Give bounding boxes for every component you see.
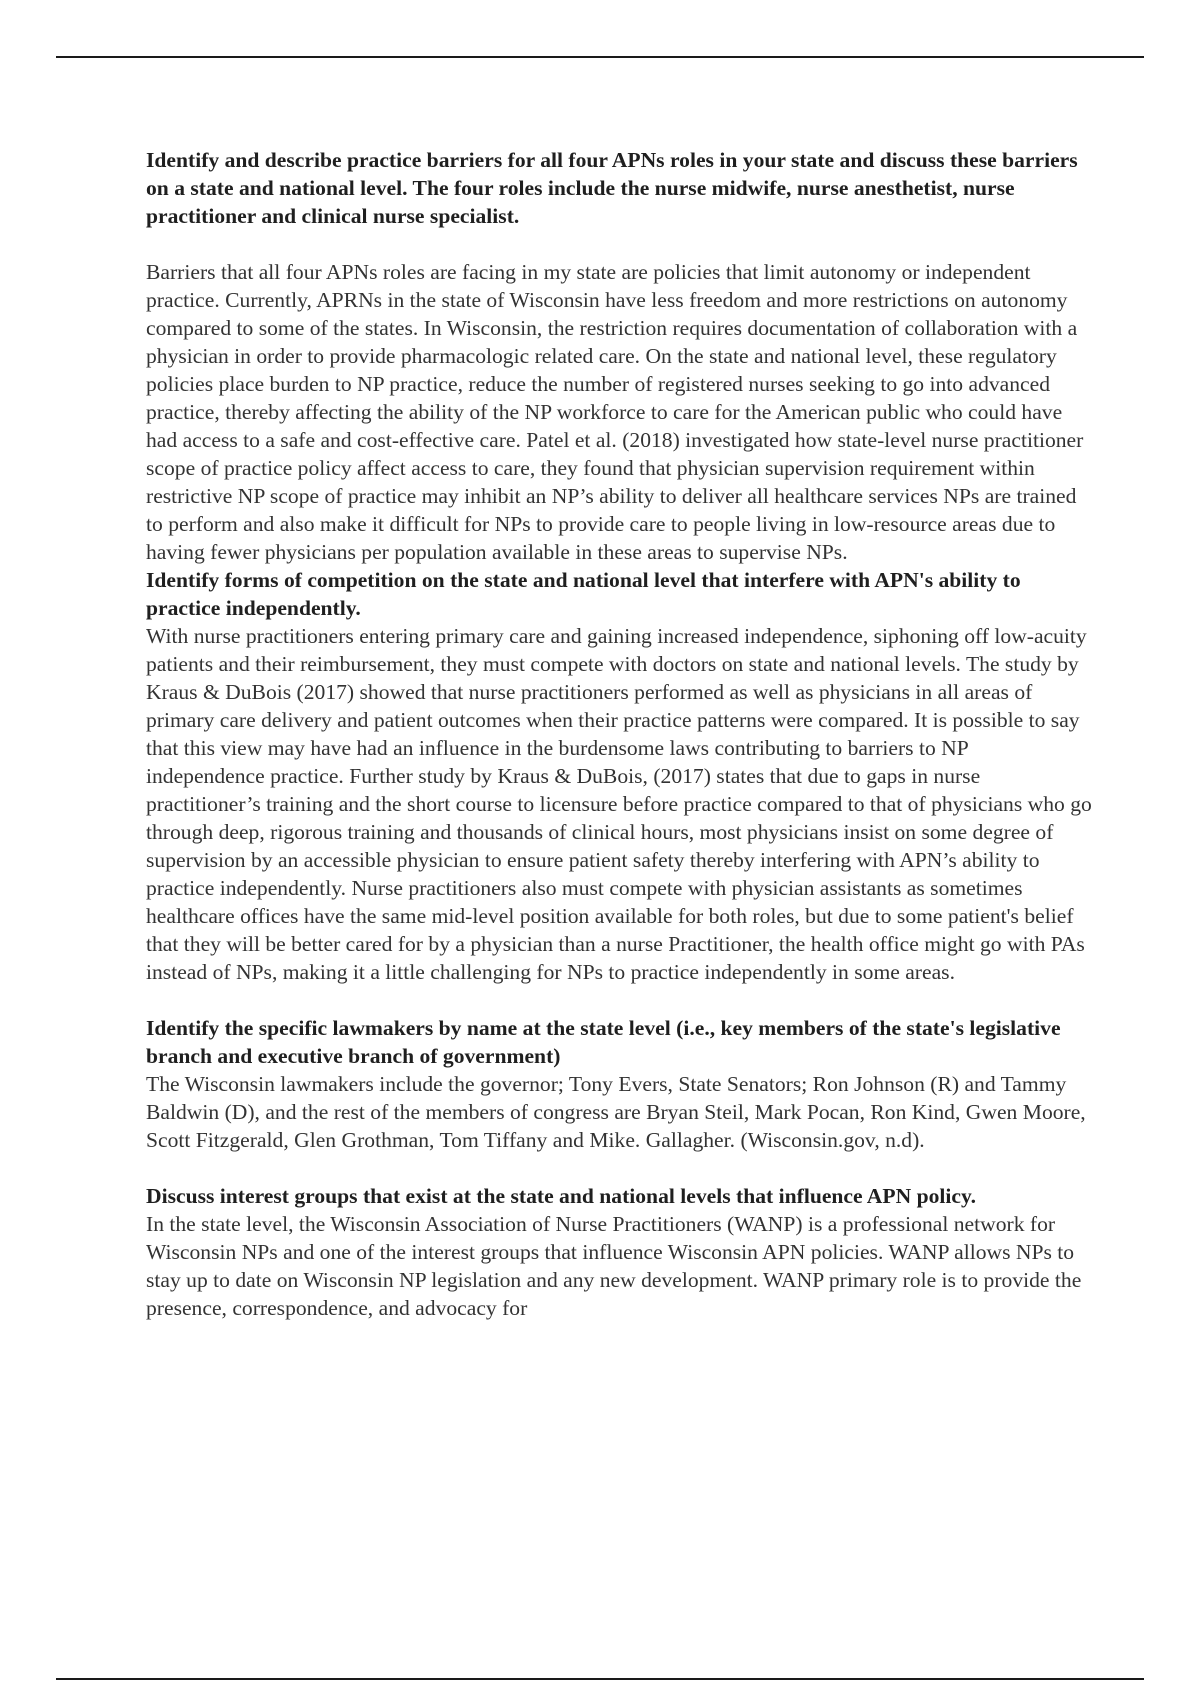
- section-3-heading: Identify the specific lawmakers by name at the state level (i.e., key members of the state's legislative branch and executive branch of government): [146, 1016, 1061, 1068]
- section-2-body: With nurse practitioners entering primary care and gaining increased independence, siphoning off low-acuity patients and their reimbursement, they must compete with doctors on state and national levels. The study by Kraus & DuBois (2017) showed that nurse practitioners performed as well as physicians in all areas of primary care delivery and patient outcomes when their practice patterns were compared. It is possible to say that this view may have had an influence in the burdensome laws contributing to barriers to NP independence practice. Further study by Kraus & DuBois, (2017) states that due to gaps in nurse practitioner’s training and the short course to licensure before practice compared to that of physicians who go through deep, rigorous training and thousands of clinical hours, most physicians insist on some degree of supervision by an accessible physician to ensure patient safety thereby interfering with APN’s ability to practice independently. Nurse practitioners also must compete with physician assistants as sometimes healthcare offices have the same mid-level position available for both roles, but due to some patient's belief that they will be better cared for by a physician than a nurse Practitioner, the health office might go with PAs instead of NPs, making it a little challenging for NPs to practice independently in some areas.: [146, 624, 1092, 984]
- bottom-rule: [56, 1678, 1144, 1680]
- section-4-body: In the state level, the Wisconsin Association of Nurse Practitioners (WANP) is a professional network for Wisconsin NPs and one of the interest groups that influence Wisconsin APN policies. WANP allows NPs to stay up to date on Wisconsin NP legislation and any new development. WANP primary role is to provide the presence, correspondence, and advocacy for: [146, 1212, 1082, 1320]
- section-3-body: The Wisconsin lawmakers include the governor; Tony Evers, State Senators; Ron Johnson (R) and Tammy Baldwin (D), and the rest of the members of congress are Bryan Steil, Mark Pocan, Ron Kind, Gwen Moore, Scott Fitzgerald, Glen Grothman, Tom Tiffany and Mike. Gallagher. (Wisconsin.gov, n.d).: [146, 1072, 1086, 1152]
- paragraph-gap: [146, 230, 1092, 258]
- paragraph-gap: [146, 1154, 1092, 1182]
- document-body: [146, 146, 1092, 1322]
- section-2-heading: Identify forms of competition on the state and national level that interfere with APN's ability to practice independently.: [146, 568, 1021, 620]
- top-rule: [56, 56, 1144, 58]
- section-1-body: Barriers that all four APNs roles are facing in my state are policies that limit autonomy or independent practice. Currently, APRNs in the state of Wisconsin have less freedom and more restrictions on autonomy compared to some of the states. In Wisconsin, the restriction requires documentation of collaboration with a physician in order to provide pharmacologic related care. On the state and national level, these regulatory policies place burden to NP practice, reduce the number of registered nurses seeking to go into advanced practice, thereby affecting the ability of the NP workforce to care for the American public who could have had access to a safe and cost-effective care. Patel et al. (2018) investigated how state-level nurse practitioner scope of practice policy affect access to care, they found that physician supervision requirement within restrictive NP scope of practice may inhibit an NP’s ability to deliver all healthcare services NPs are trained to perform and also make it difficult for NPs to provide care to people living in low-resource areas due to having fewer physicians per population available in these areas to supervise NPs.: [146, 260, 1084, 564]
- paragraph-gap: [146, 986, 1092, 1014]
- section-1-heading: Identify and describe practice barriers for all four APNs roles in your state and discuss these barriers on a state and national level. The four roles include the nurse midwife, nurse anesthetist, nurse practitioner and clinical nurse specialist.: [146, 148, 1078, 228]
- section-4-heading: Discuss interest groups that exist at the state and national levels that influence APN policy.: [146, 1184, 976, 1208]
